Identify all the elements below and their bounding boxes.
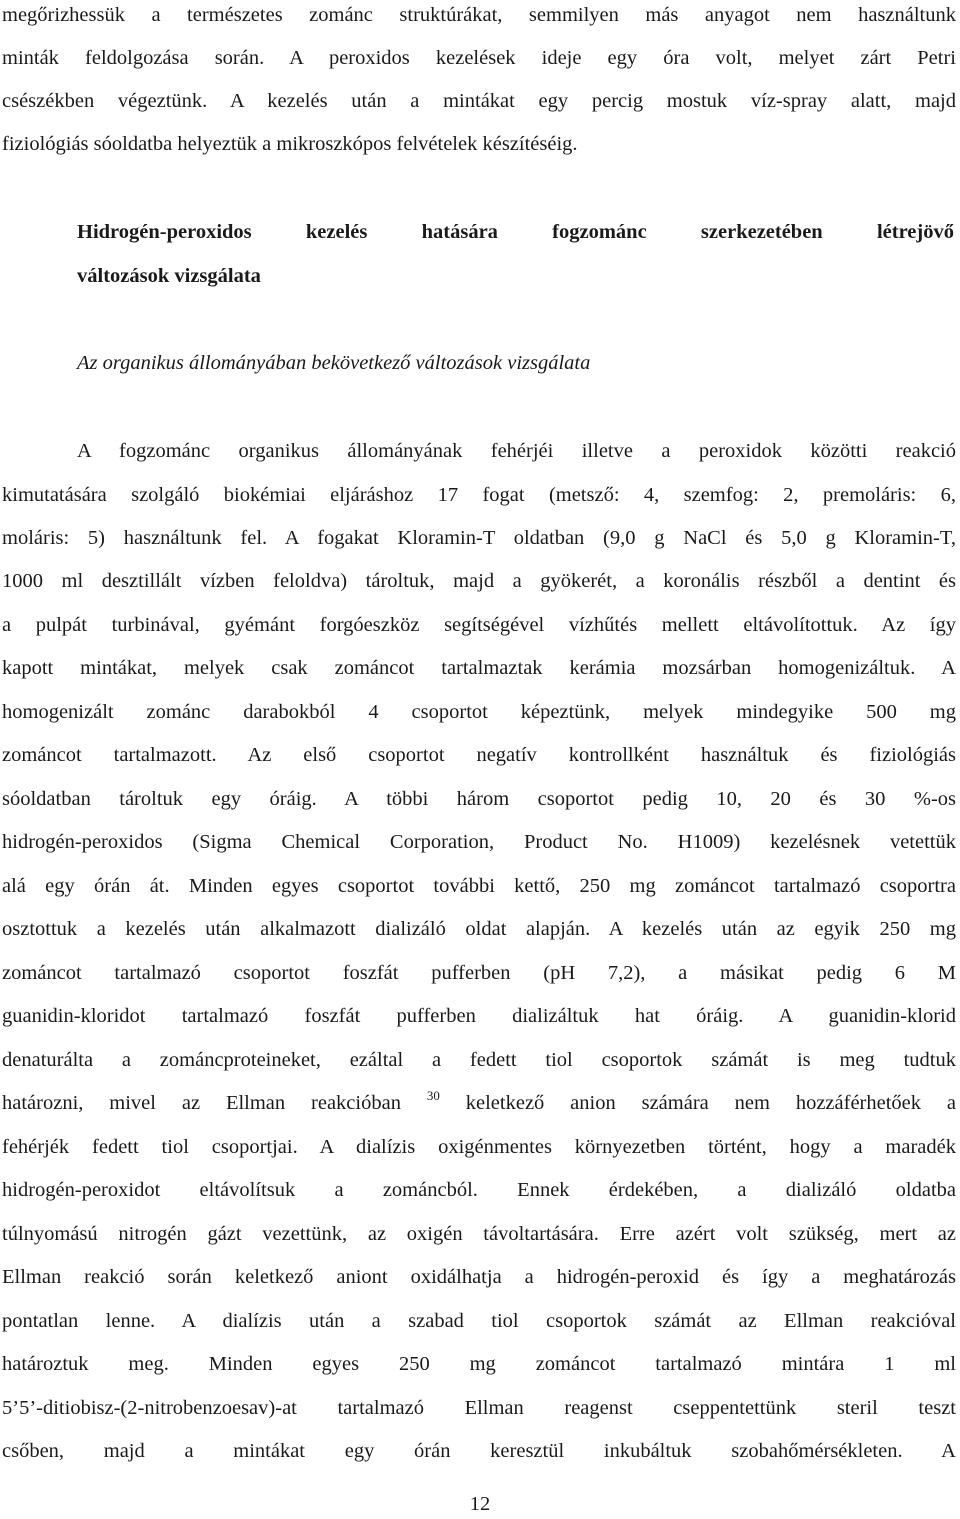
text-line: hidrogén-peroxidot eltávolítsuk a zománcból. Ennek érdekében, a dializáló oldatba <box>2 1179 956 1201</box>
text-line: kimutatására szolgáló biokémiai eljáráshoz 17 fogat (metsző: 4, szemfog: 2, premoláris: 6, <box>2 484 956 506</box>
heading-line: Hidrogén-peroxidos kezelés hatására fogzománc szerkezetében létrejövő <box>77 221 954 243</box>
text-line: zománcot tartalmazó csoportot foszfát pufferben (pH 7,2), a másikat pedig 6 M <box>2 962 956 984</box>
text-line: Ellman reakció során keletkező aniont oxidálhatja a hidrogén-peroxid és így a meghatározás <box>2 1266 956 1288</box>
text-line: zománcot tartalmazott. Az első csoportot negatív kontrollként használtuk és fiziológiás <box>2 744 956 766</box>
text-line: pontatlan lenne. A dialízis után a szabad tiol csoportok számát az Ellman reakcióval <box>2 1310 956 1332</box>
text-line: guanidin-kloridot tartalmazó foszfát pufferben dializáltuk hat óráig. A guanidin-klorid <box>2 1005 956 1027</box>
text-line: túlnyomású nitrogén gázt vezettünk, az oxigén távoltartására. Erre azért volt szükség, mert az <box>2 1223 956 1245</box>
text-segment: keletkező anion számára nem hozzáférhetőek a <box>465 1092 956 1114</box>
text-line: fiziológiás sóoldatba helyeztük a mikroszkópos felvételek készítéséig. <box>2 133 578 155</box>
text-line-with-reference <box>2 1088 956 1118</box>
text-line: minták feldolgozása során. A peroxidos kezelések ideje egy óra volt, melyet zárt Petri <box>2 47 956 69</box>
text-line: homogenizált zománc darabokból 4 csoportot képeztünk, melyek mindegyike 500 mg <box>2 701 956 723</box>
text-line: moláris: 5) használtunk fel. A fogakat Kloramin-T oldatban (9,0 g NaCl és 5,0 g Kloramin-T, <box>2 527 956 549</box>
page-number: 12 <box>469 1493 491 1515</box>
text-line: sóoldatban tároltuk egy óráig. A többi három csoportot pedig 10, 20 és 30 %-os <box>2 788 956 810</box>
text-line: alá egy órán át. Minden egyes csoportot további kettő, 250 mg zománcot tartalmazó csoportra <box>2 875 956 897</box>
text-line: hidrogén-peroxidos (Sigma Chemical Corporation, Product No. H1009) kezelésnek vetettük <box>2 831 956 853</box>
text-line: 1000 ml desztillált vízben feloldva) tároltuk, majd a gyökerét, a koronális részből a dentint és <box>2 570 956 592</box>
text-line: A fogzománc organikus állományának fehérjéi illetve a peroxidok közötti reakció <box>77 440 956 462</box>
text-line: csészékben végeztünk. A kezelés után a mintákat egy percig mostuk víz-spray alatt, majd <box>2 90 956 112</box>
text-line: osztottuk a kezelés után alkalmazott dializáló oldat alapján. A kezelés után az egyik 250 mg <box>2 918 956 940</box>
text-line: csőben, majd a mintákat egy órán keresztül inkubáltuk szobahőmérsékleten. A <box>2 1440 956 1462</box>
text-line: a pulpát turbinával, gyémánt forgóeszköz segítségével vízhűtés mellett eltávolítottuk. Az így <box>2 614 956 636</box>
subsection-heading: Az organikus állományában bekövetkező változások vizsgálata <box>77 352 591 374</box>
text-line: 5’5’-ditiobisz-(2-nitrobenzoesav)-at tartalmazó Ellman reagenst cseppentettünk steril teszt <box>2 1397 956 1419</box>
text-line: határoztuk meg. Minden egyes 250 mg zománcot tartalmazó mintára 1 ml <box>2 1353 956 1375</box>
text-line: megőrizhessük a természetes zománc struktúrákat, semmilyen más anyagot nem használtunk <box>2 4 956 26</box>
citation-superscript: 30 <box>426 1088 440 1103</box>
text-line: fehérjék fedett tiol csoportjai. A dialízis oxigénmentes környezetben történt, hogy a maradék <box>2 1136 956 1158</box>
text-segment: határozni, mivel az Ellman reakcióban <box>2 1092 401 1114</box>
text-line: denaturálta a zománcproteineket, ezáltal a fedett tiol csoportok számát is meg tudtuk <box>2 1049 956 1071</box>
text-line: kapott mintákat, melyek csak zománcot tartalmaztak kerámia mozsárban homogenizáltuk. A <box>2 657 956 679</box>
heading-line: változások vizsgálata <box>77 265 261 287</box>
